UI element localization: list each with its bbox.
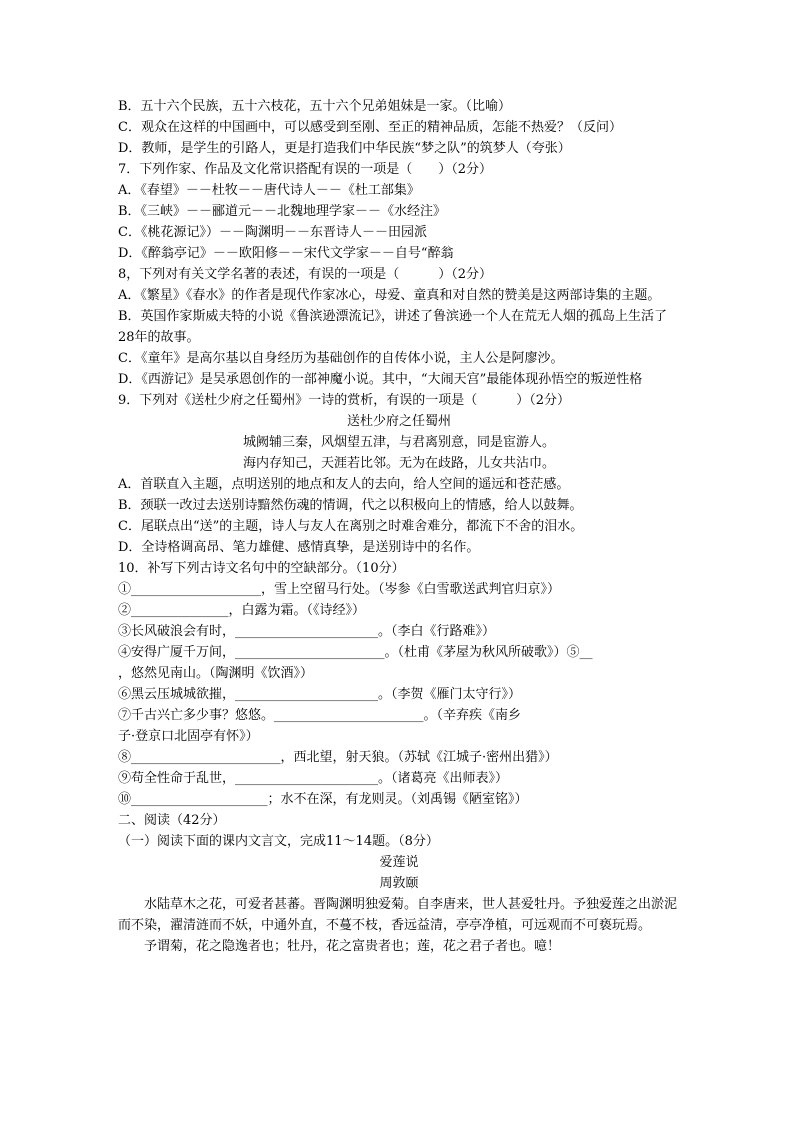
poem-title: 送杜少府之任蜀州 bbox=[346, 414, 451, 429]
exam-page bbox=[118, 96, 680, 957]
essay-paragraph-2: 予谓菊，花之隐逸者也；牡丹，花之富贵者也；莲，花之君子者也。噫！ bbox=[144, 939, 561, 954]
q7-stem: 7．下列作家、作品及文化常识搭配有误的一项是（ ）（2分） bbox=[118, 162, 493, 177]
q10-stem: 10．补写下列古诗文名句中的空缺部分。（10分） bbox=[118, 561, 405, 576]
q10-item-4: ④安得广厦千万间，_______________________。（杜甫《茅屋为秋风所破歌》）⑤__ bbox=[118, 645, 593, 660]
q9-option-a: A．首联直入主题，点明送别的地点和友人的去向，给人空间的遥远和苍茫感。 bbox=[118, 477, 570, 492]
essay-title: 爱莲说 bbox=[379, 855, 419, 870]
essay-paragraph-1: 水陆草木之花，可爱者甚蕃。晋陶渊明独爱菊。自李唐来，世人甚爱牡丹。予独爱莲之出淤泥而不染，濯清涟而不妖，中通外直，不蔓不枝，香远益清，亭亭净植，可远观而不可亵玩焉。 bbox=[118, 897, 678, 933]
essay-author: 周敦颐 bbox=[379, 876, 419, 891]
q8-stem: 8，下列对有关文学名著的表述，有误的一项是（ ）（2分） bbox=[118, 267, 493, 282]
q10-item-2: ②_______________，白露为霜。（《诗经》） bbox=[118, 603, 366, 618]
q8-option-b: B．英国作家斯威夫特的小说《鲁滨逊漂流记》，讲述了鲁滨逊一个人在荒无人烟的孤岛上生活了28年的故事。 bbox=[118, 309, 668, 345]
q7-option-c: C．《桃花源记》）－－陶渊明－－东晋诗人－－田园派 bbox=[118, 225, 427, 240]
q9-stem: 9．下列对《送杜少府之任蜀州》一诗的赏析，有误的一项是（ ）（2分） bbox=[118, 393, 571, 408]
q8-option-d: D．《西游记》是吴承恩创作的一部神魔小说。其中，“大闹天宫”最能体现孙悟空的叛逆性格 bbox=[118, 372, 643, 387]
q10-item-3: ③长风破浪会有时，______________________。（李白《行路难》） bbox=[118, 624, 496, 639]
q10-item-5: ，悠然见南山。（陶渊明《饮酒》） bbox=[118, 666, 314, 681]
section-2-heading: 二、阅读（42分） bbox=[118, 813, 226, 828]
q10-item-1: ①____________________，雪上空留马行处。（岑参《白雪歌送武判官归京》） bbox=[118, 582, 561, 597]
q9-option-c: C．尾联点出“送”的主题，诗人与友人在离别之时难舍难分，都流下不舍的泪水。 bbox=[118, 519, 584, 534]
q9-option-b: B．颈联一改过去送别诗黯然伤魂的情调，代之以积极向上的情感，给人以鼓舞。 bbox=[118, 498, 583, 513]
poem-line-1: 城阙辅三秦，风烟望五津，与君离别意，同是宦游人。 bbox=[242, 435, 555, 450]
q10-item-6: ⑥黑云压城城欲摧，______________________。（李贺《雁门太守行》） bbox=[118, 687, 522, 702]
q10-item-8: ⑧_______________________，西北望，射天狼。（苏轼《江城子·密州出猎》） bbox=[118, 750, 558, 765]
q10-item-9: ⑨苟全性命于乱世，______________________。（诸葛亮《出师表》） bbox=[118, 771, 509, 786]
q10-item-10: ⑩_____________________；水不在深，有龙则灵。（刘禹锡《陋室铭》） bbox=[118, 792, 528, 807]
section-2-1-heading: （一）阅读下面的课内文言文，完成11～14题。（8分） bbox=[118, 834, 439, 849]
q10-item-7-cont: 子·登京口北固亭有怀》） bbox=[118, 729, 259, 744]
q6-option-b: B．五十六个民族，五十六枝花，五十六个兄弟姐妹是一家。（比喻） bbox=[118, 99, 512, 114]
q9-option-d: D．全诗格调高昂、笔力雄健、感情真挚，是送别诗中的名作。 bbox=[118, 540, 480, 555]
poem-line-2: 海内存知己，天涯若比邻。无为在歧路，儿女共沾巾。 bbox=[242, 456, 555, 471]
q7-option-d: D．《醉翁亭记》－－欧阳修－－宋代文学家－－自号“醉翁 bbox=[118, 246, 454, 261]
q6-option-c: C．观众在这样的中国画中，可以感受到至刚、至正的精神品质，怎能不热爱？（反问） bbox=[118, 120, 622, 135]
q8-option-a: A．《繁星》《春水》的作者是现代作家冰心，母爱、童真和对自然的赞美是这两部诗集的主题。 bbox=[118, 288, 661, 303]
q10-item-7: ⑦千古兴亡多少事？悠悠。_______________________。（辛弃疾《南乡 bbox=[118, 708, 522, 723]
q8-option-c: C．《童年》是高尔基以自身经历为基础创作的自传体小说，主人公是阿廖沙。 bbox=[118, 351, 564, 366]
q6-option-d: D．教师，是学生的引路人，更是打造我们中华民族“梦之队”的筑梦人（夸张） bbox=[118, 141, 571, 156]
q7-option-a: A．《春望》－－杜牧－－唐代诗人－－《杜工部集》 bbox=[118, 183, 420, 198]
q7-option-b: B．《三峡》－－郦道元－－北魏地理学家－－《水经注》 bbox=[118, 204, 447, 219]
